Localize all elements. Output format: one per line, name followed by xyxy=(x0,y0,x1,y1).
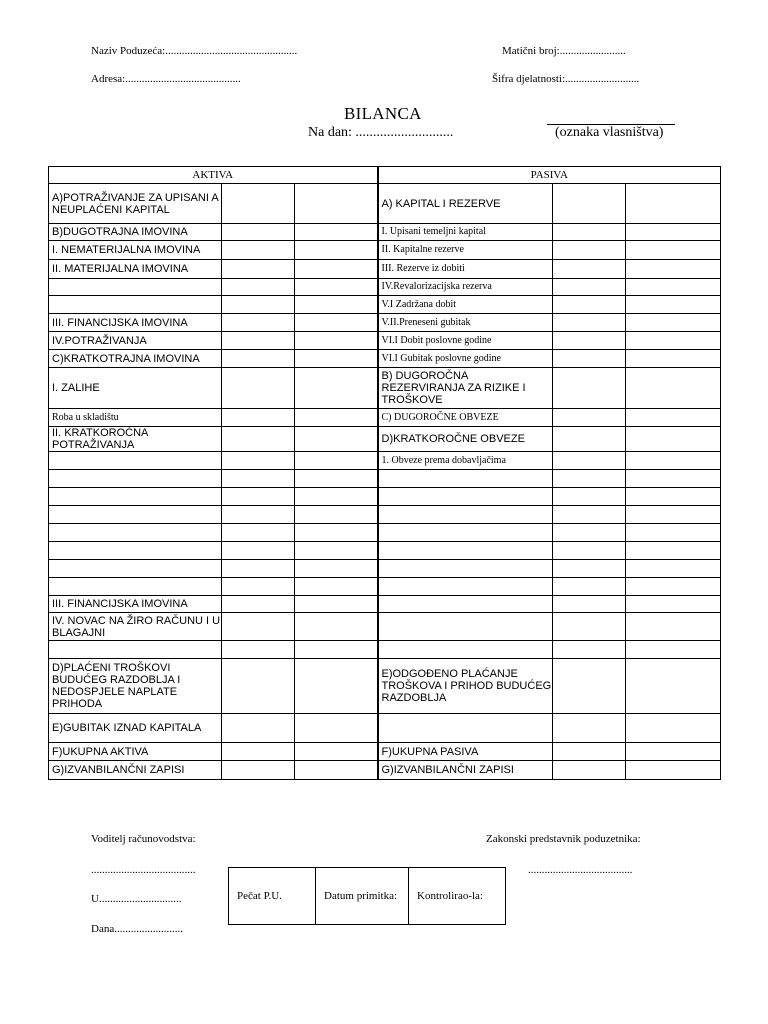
table-row xyxy=(49,641,721,659)
table-row xyxy=(49,241,721,260)
place-field[interactable]: U.............................. xyxy=(91,893,182,905)
pasiva-amount-cell-2[interactable] xyxy=(626,279,721,296)
table-row xyxy=(49,260,721,279)
pasiva-amount-cell-1[interactable] xyxy=(553,241,626,260)
aktiva-amount-cell-1[interactable] xyxy=(222,542,295,560)
aktiva-amount-cell-2[interactable] xyxy=(295,296,378,314)
representative-signature-line[interactable]: ...................................... xyxy=(528,864,633,876)
aktiva-amount-cell-1[interactable] xyxy=(222,641,295,659)
table-row xyxy=(49,368,721,409)
aktiva-amount-cell-1[interactable] xyxy=(222,241,295,260)
pasiva-amount-cell-2[interactable] xyxy=(626,761,721,780)
pasiva-amount-cell-1[interactable] xyxy=(553,641,626,659)
pasiva-amount-cell-1[interactable] xyxy=(553,761,626,780)
aktiva-item-label: IV.POTRAŽIVANJA xyxy=(49,332,222,350)
pasiva-amount-cell-1[interactable] xyxy=(553,184,626,224)
aktiva-amount-cell-1[interactable] xyxy=(222,409,295,427)
aktiva-item-label: E)GUBITAK IZNAD KAPITALA xyxy=(49,714,222,743)
aktiva-item-label xyxy=(49,560,222,578)
aktiva-amount-cell-1[interactable] xyxy=(222,427,295,452)
aktiva-amount-cell-1[interactable] xyxy=(222,743,295,761)
table-row xyxy=(49,470,721,488)
pasiva-item-label: E)ODGOĐENO PLAĆANJE TROŠKOVA I PRIHOD BUDUĆEG RAZDOBLJA xyxy=(378,659,553,714)
pasiva-amount-cell-1[interactable] xyxy=(553,613,626,641)
pasiva-amount-cell-2[interactable] xyxy=(626,332,721,350)
pasiva-amount-cell-2[interactable] xyxy=(626,350,721,368)
aktiva-item-label: B)DUGOTRAJNA IMOVINA xyxy=(49,224,222,241)
aktiva-amount-cell-1[interactable] xyxy=(222,452,295,470)
aktiva-amount-cell-2[interactable] xyxy=(295,260,378,279)
pasiva-amount-cell-1[interactable] xyxy=(553,314,626,332)
pasiva-amount-cell-1[interactable] xyxy=(553,427,626,452)
table-row xyxy=(49,409,721,427)
pasiva-item-label xyxy=(378,613,553,641)
aktiva-item-label: Roba u skladištu xyxy=(49,409,222,427)
pasiva-amount-cell-1[interactable] xyxy=(553,409,626,427)
pasiva-item-label xyxy=(378,641,553,659)
pasiva-amount-cell-2[interactable] xyxy=(626,260,721,279)
aktiva-amount-cell-2[interactable] xyxy=(295,332,378,350)
table-row xyxy=(49,350,721,368)
pasiva-amount-cell-1[interactable] xyxy=(553,743,626,761)
pasiva-amount-cell-2[interactable] xyxy=(626,452,721,470)
aktiva-item-label xyxy=(49,470,222,488)
aktiva-amount-cell-2[interactable] xyxy=(295,184,378,224)
aktiva-amount-cell-1[interactable] xyxy=(222,314,295,332)
aktiva-amount-cell-1[interactable] xyxy=(222,761,295,780)
table-row xyxy=(49,542,721,560)
pasiva-item-label: VI.I Gubitak poslovne godine xyxy=(378,350,553,368)
table-row xyxy=(49,506,721,524)
pasiva-item-label xyxy=(378,578,553,596)
pasiva-item-label: V.I Zadržana dobit xyxy=(378,296,553,314)
pasiva-item-label: G)IZVANBILANČNI ZAPISI xyxy=(378,761,553,780)
table-row xyxy=(49,714,721,743)
aktiva-item-label: III. FINANCIJSKA IMOVINA xyxy=(49,314,222,332)
ownership-label: (oznaka vlasništva) xyxy=(555,125,664,140)
pasiva-amount-cell-2[interactable] xyxy=(626,596,721,613)
balance-table xyxy=(48,166,721,780)
pasiva-amount-cell-1[interactable] xyxy=(553,488,626,506)
pasiva-amount-cell-1[interactable] xyxy=(553,578,626,596)
aktiva-item-label xyxy=(49,296,222,314)
pasiva-item-label xyxy=(378,714,553,743)
pasiva-amount-cell-2[interactable] xyxy=(626,409,721,427)
aktiva-header: AKTIVA xyxy=(49,167,378,184)
received-date-cell: Datum primitka: xyxy=(316,868,409,924)
aktiva-amount-cell-1[interactable] xyxy=(222,224,295,241)
aktiva-amount-cell-1[interactable] xyxy=(222,279,295,296)
aktiva-amount-cell-2[interactable] xyxy=(295,488,378,506)
pasiva-item-label: II. Kapitalne rezerve xyxy=(378,241,553,260)
pasiva-amount-cell-2[interactable] xyxy=(626,714,721,743)
aktiva-amount-cell-2[interactable] xyxy=(295,279,378,296)
aktiva-amount-cell-1[interactable] xyxy=(222,524,295,542)
pasiva-amount-cell-2[interactable] xyxy=(626,542,721,560)
aktiva-amount-cell-1[interactable] xyxy=(222,714,295,743)
activity-code-field[interactable]: Šifra djelatnosti:........................... xyxy=(492,73,640,85)
aktiva-amount-cell-2[interactable] xyxy=(295,350,378,368)
pasiva-item-label xyxy=(378,560,553,578)
pasiva-amount-cell-1[interactable] xyxy=(553,659,626,714)
table-row xyxy=(49,427,721,452)
aktiva-amount-cell-1[interactable] xyxy=(222,368,295,409)
pasiva-amount-cell-2[interactable] xyxy=(626,368,721,409)
aktiva-amount-cell-2[interactable] xyxy=(295,427,378,452)
aktiva-item-label xyxy=(49,452,222,470)
aktiva-amount-cell-2[interactable] xyxy=(295,506,378,524)
pasiva-amount-cell-2[interactable] xyxy=(626,224,721,241)
aktiva-amount-cell-2[interactable] xyxy=(295,368,378,409)
aktiva-amount-cell-1[interactable] xyxy=(222,488,295,506)
pasiva-amount-cell-2[interactable] xyxy=(626,524,721,542)
aktiva-amount-cell-2[interactable] xyxy=(295,714,378,743)
pasiva-amount-cell-2[interactable] xyxy=(626,427,721,452)
aktiva-item-label xyxy=(49,279,222,296)
pasiva-amount-cell-1[interactable] xyxy=(553,452,626,470)
aktiva-item-label: IV. NOVAC NA ŽIRO RAČUNU I U BLAGAJNI xyxy=(49,613,222,641)
accountant-signature-line[interactable]: ...................................... xyxy=(91,864,196,876)
pasiva-item-label xyxy=(378,596,553,613)
date-field[interactable]: Na dan: ............................ xyxy=(308,125,454,140)
pasiva-amount-cell-1[interactable] xyxy=(553,714,626,743)
aktiva-amount-cell-1[interactable] xyxy=(222,470,295,488)
aktiva-amount-cell-2[interactable] xyxy=(295,314,378,332)
aktiva-item-label: G)IZVANBILANČNI ZAPISI xyxy=(49,761,222,780)
aktiva-amount-cell-1[interactable] xyxy=(222,560,295,578)
pasiva-amount-cell-1[interactable] xyxy=(553,596,626,613)
aktiva-amount-cell-1[interactable] xyxy=(222,350,295,368)
aktiva-amount-cell-2[interactable] xyxy=(295,578,378,596)
accountant-label: Voditelj računovodstva: xyxy=(91,833,196,845)
aktiva-item-label: I. NEMATERIJALNA IMOVINA xyxy=(49,241,222,260)
pasiva-item-label: F)UKUPNA PASIVA xyxy=(378,743,553,761)
stamp-cell: Pečat P.U. xyxy=(229,868,316,924)
aktiva-item-label: III. FINANCIJSKA IMOVINA xyxy=(49,596,222,613)
aktiva-amount-cell-1[interactable] xyxy=(222,260,295,279)
pasiva-amount-cell-1[interactable] xyxy=(553,542,626,560)
aktiva-item-label: II. MATERIJALNA IMOVINA xyxy=(49,260,222,279)
pasiva-amount-cell-1[interactable] xyxy=(553,506,626,524)
aktiva-item-label: A)POTRAŽIVANJE ZA UPISANI A NEUPLAĆENI KAPITAL xyxy=(49,184,222,224)
pasiva-amount-cell-2[interactable] xyxy=(626,578,721,596)
aktiva-amount-cell-1[interactable] xyxy=(222,613,295,641)
aktiva-amount-cell-1[interactable] xyxy=(222,596,295,613)
pasiva-header: PASIVA xyxy=(378,167,721,184)
aktiva-amount-cell-1[interactable] xyxy=(222,296,295,314)
pasiva-amount-cell-2[interactable] xyxy=(626,488,721,506)
pasiva-amount-cell-2[interactable] xyxy=(626,613,721,641)
aktiva-amount-cell-2[interactable] xyxy=(295,659,378,714)
representative-label: Zakonski predstavnik poduzetnika: xyxy=(486,833,641,845)
aktiva-item-label xyxy=(49,524,222,542)
table-row xyxy=(49,560,721,578)
table-row xyxy=(49,184,721,224)
table-row xyxy=(49,743,721,761)
pasiva-amount-cell-2[interactable] xyxy=(626,659,721,714)
pasiva-amount-cell-1[interactable] xyxy=(553,470,626,488)
pasiva-amount-cell-2[interactable] xyxy=(626,641,721,659)
aktiva-item-label: C)KRATKOTRAJNA IMOVINA xyxy=(49,350,222,368)
table-row xyxy=(49,659,721,714)
company-name-field[interactable]: Naziv Poduzeća:................................................ xyxy=(91,45,298,57)
pasiva-amount-cell-2[interactable] xyxy=(626,470,721,488)
aktiva-item-label xyxy=(49,506,222,524)
pasiva-item-label: III. Rezerve iz dobiti xyxy=(378,260,553,279)
aktiva-amount-cell-1[interactable] xyxy=(222,659,295,714)
table-row xyxy=(49,596,721,613)
pasiva-amount-cell-1[interactable] xyxy=(553,332,626,350)
pasiva-amount-cell-1[interactable] xyxy=(553,524,626,542)
pasiva-amount-cell-1[interactable] xyxy=(553,224,626,241)
pasiva-amount-cell-1[interactable] xyxy=(553,560,626,578)
table-row xyxy=(49,524,721,542)
aktiva-amount-cell-2[interactable] xyxy=(295,560,378,578)
table-row xyxy=(49,279,721,296)
aktiva-amount-cell-2[interactable] xyxy=(295,743,378,761)
pasiva-amount-cell-2[interactable] xyxy=(626,506,721,524)
document-title: BILANCA xyxy=(344,104,422,123)
table-row xyxy=(49,224,721,241)
table-row xyxy=(49,613,721,641)
pasiva-amount-cell-2[interactable] xyxy=(626,743,721,761)
aktiva-amount-cell-1[interactable] xyxy=(222,506,295,524)
pasiva-item-label: 1. Obveze prema dobavljačima xyxy=(378,452,553,470)
pasiva-item-label xyxy=(378,506,553,524)
aktiva-amount-cell-1[interactable] xyxy=(222,332,295,350)
aktiva-item-label: F)UKUPNA AKTIVA xyxy=(49,743,222,761)
pasiva-item-label: D)KRATKOROČNE OBVEZE xyxy=(378,427,553,452)
pasiva-amount-cell-1[interactable] xyxy=(553,350,626,368)
table-row xyxy=(49,314,721,332)
pasiva-item-label: IV.Revalorizacijska rezerva xyxy=(378,279,553,296)
aktiva-amount-cell-2[interactable] xyxy=(295,596,378,613)
aktiva-amount-cell-1[interactable] xyxy=(222,184,295,224)
aktiva-amount-cell-2[interactable] xyxy=(295,524,378,542)
aktiva-amount-cell-2[interactable] xyxy=(295,241,378,260)
date-signed-field[interactable]: Dana......................... xyxy=(91,923,183,935)
aktiva-amount-cell-2[interactable] xyxy=(295,613,378,641)
registry-number-field[interactable]: Matični broj:........................ xyxy=(502,45,626,57)
pasiva-amount-cell-1[interactable] xyxy=(553,260,626,279)
pasiva-item-label: V.II.Preneseni gubitak xyxy=(378,314,553,332)
aktiva-item-label: D)PLAĆENI TROŠKOVI BUDUĆEG RAZDOBLJA I NEDOSPJELE NAPLATE PRIHODA xyxy=(49,659,222,714)
table-row xyxy=(49,452,721,470)
aktiva-amount-cell-2[interactable] xyxy=(295,452,378,470)
checked-by-cell: Kontrolirao-la: xyxy=(417,890,483,902)
pasiva-amount-cell-2[interactable] xyxy=(626,184,721,224)
pasiva-item-label xyxy=(378,524,553,542)
pasiva-item-label xyxy=(378,470,553,488)
address-field[interactable]: Adresa:.......................................... xyxy=(91,73,241,85)
aktiva-amount-cell-2[interactable] xyxy=(295,542,378,560)
pasiva-amount-cell-2[interactable] xyxy=(626,560,721,578)
aktiva-item-label xyxy=(49,542,222,560)
table-row xyxy=(49,578,721,596)
pasiva-item-label xyxy=(378,488,553,506)
aktiva-amount-cell-1[interactable] xyxy=(222,578,295,596)
aktiva-amount-cell-2[interactable] xyxy=(295,641,378,659)
aktiva-item-label xyxy=(49,641,222,659)
pasiva-amount-cell-2[interactable] xyxy=(626,241,721,260)
pasiva-item-label: C) DUGOROČNE OBVEZE xyxy=(378,409,553,427)
aktiva-amount-cell-2[interactable] xyxy=(295,761,378,780)
aktiva-amount-cell-2[interactable] xyxy=(295,224,378,241)
aktiva-item-label: II. KRATKOROČNA POTRAŽIVANJA xyxy=(49,427,222,452)
pasiva-item-label xyxy=(378,542,553,560)
pasiva-item-label: B) DUGOROČNA REZERVIRANJA ZA RIZIKE I TROŠKOVE xyxy=(378,368,553,409)
pasiva-item-label: A) KAPITAL I REZERVE xyxy=(378,184,553,224)
aktiva-amount-cell-2[interactable] xyxy=(295,470,378,488)
table-row xyxy=(49,332,721,350)
pasiva-item-label: VI.I Dobit poslovne godine xyxy=(378,332,553,350)
pasiva-amount-cell-2[interactable] xyxy=(626,314,721,332)
pasiva-amount-cell-1[interactable] xyxy=(553,368,626,409)
table-row xyxy=(49,296,721,314)
pasiva-amount-cell-2[interactable] xyxy=(626,296,721,314)
aktiva-item-label xyxy=(49,578,222,596)
aktiva-amount-cell-2[interactable] xyxy=(295,409,378,427)
pasiva-amount-cell-1[interactable] xyxy=(553,296,626,314)
table-row xyxy=(49,761,721,780)
pasiva-amount-cell-1[interactable] xyxy=(553,279,626,296)
table-row xyxy=(49,488,721,506)
official-use-box xyxy=(228,867,506,925)
aktiva-item-label: I. ZALIHE xyxy=(49,368,222,409)
aktiva-item-label xyxy=(49,488,222,506)
pasiva-item-label: I. Upisani temeljni kapital xyxy=(378,224,553,241)
table-header-row xyxy=(49,167,721,184)
